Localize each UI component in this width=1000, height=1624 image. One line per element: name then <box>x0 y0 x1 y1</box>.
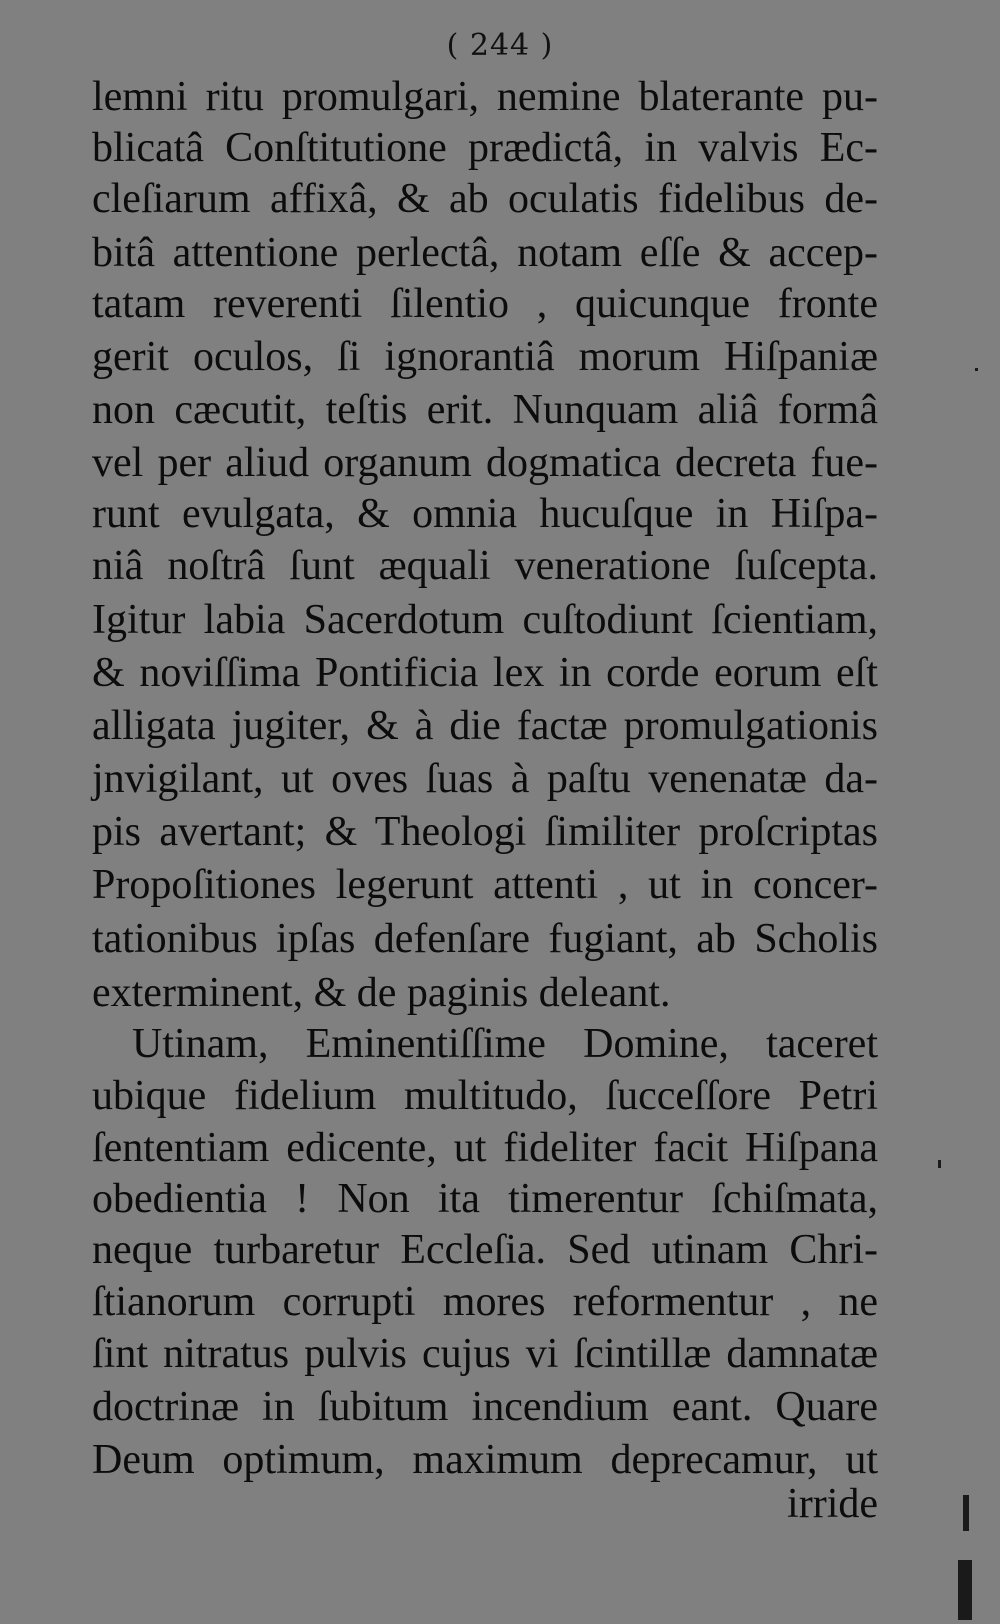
text-line: non cæcutit, teſtis erit. Nunquam aliâ formâ <box>92 387 878 433</box>
text-line: neque turbaretur Eccleſia. Sed utinam Chri- <box>92 1227 878 1273</box>
text-line: exterminent, & de paginis deleant. <box>92 970 671 1016</box>
text-line: tationibus ipſas defenſare fugiant, ab Scholis <box>92 916 878 962</box>
text-line: doctrinæ in ſubitum incendium eant. Quare <box>92 1384 878 1430</box>
text-line: niâ noſtrâ ſunt æquali veneratione ſuſcepta. <box>92 543 878 589</box>
text-line: ubique fidelium multitudo, ſucceſſore Petri <box>92 1073 878 1119</box>
scan-artifact <box>938 1160 941 1168</box>
text-line: Utinam, Eminentiſſime Domine, taceret <box>132 1021 878 1067</box>
text-line: gerit oculos, ſi ignorantiâ morum Hiſpaniæ <box>92 334 878 380</box>
text-line: ſententiam edicente, ut fideliter facit Hiſpana <box>92 1125 878 1171</box>
text-line: ſtianorum corrupti mores reformentur , ne <box>92 1279 878 1325</box>
text-line: jnvigilant, ut oves ſuas à paſtu venenatæ da- <box>92 756 878 802</box>
text-line: Propoſitiones legerunt attenti , ut in concer- <box>92 862 878 908</box>
text-line: tatam reverenti ſilentio , quicunque fronte <box>92 281 878 327</box>
text-line: runt evulgata, & omnia hucuſque in Hiſpa- <box>92 491 878 537</box>
text-line: blicatâ Conſtitutione prædictâ, in valvis Ec- <box>92 125 878 171</box>
text-line: & noviſſima Pontificia lex in corde eorum eſt <box>92 650 878 696</box>
text-line: Igitur labia Sacerdotum cuſtodiunt ſcientiam, <box>92 597 878 643</box>
text-line: bitâ attentione perlectâ, notam eſſe & accep- <box>92 230 878 276</box>
text-line: vel per aliud organum dogmatica decreta fue- <box>92 440 878 486</box>
text-line: lemni ritu promulgari, nemine blaterante pu- <box>92 74 878 120</box>
text-line: pis avertant; & Theologi ſimiliter proſcriptas <box>92 809 878 855</box>
page-number: ( 244 ) <box>446 28 554 63</box>
text-line: obedientia ! Non ita timerentur ſchiſmata, <box>92 1176 878 1222</box>
scan-artifact <box>963 1495 969 1531</box>
text-line: cleſiarum affixâ, & ab oculatis fidelibus de- <box>92 176 878 222</box>
text-line: Deum optimum, maximum deprecamur, ut <box>92 1437 878 1483</box>
scan-artifact <box>975 368 978 371</box>
text-line: alligata jugiter, & à die factæ promulgationis <box>92 703 878 749</box>
scan-artifact <box>958 1560 972 1620</box>
text-line: ſint nitratus pulvis cujus vi ſcintillæ damnatæ <box>92 1331 878 1377</box>
catchword: irride <box>787 1481 878 1527</box>
